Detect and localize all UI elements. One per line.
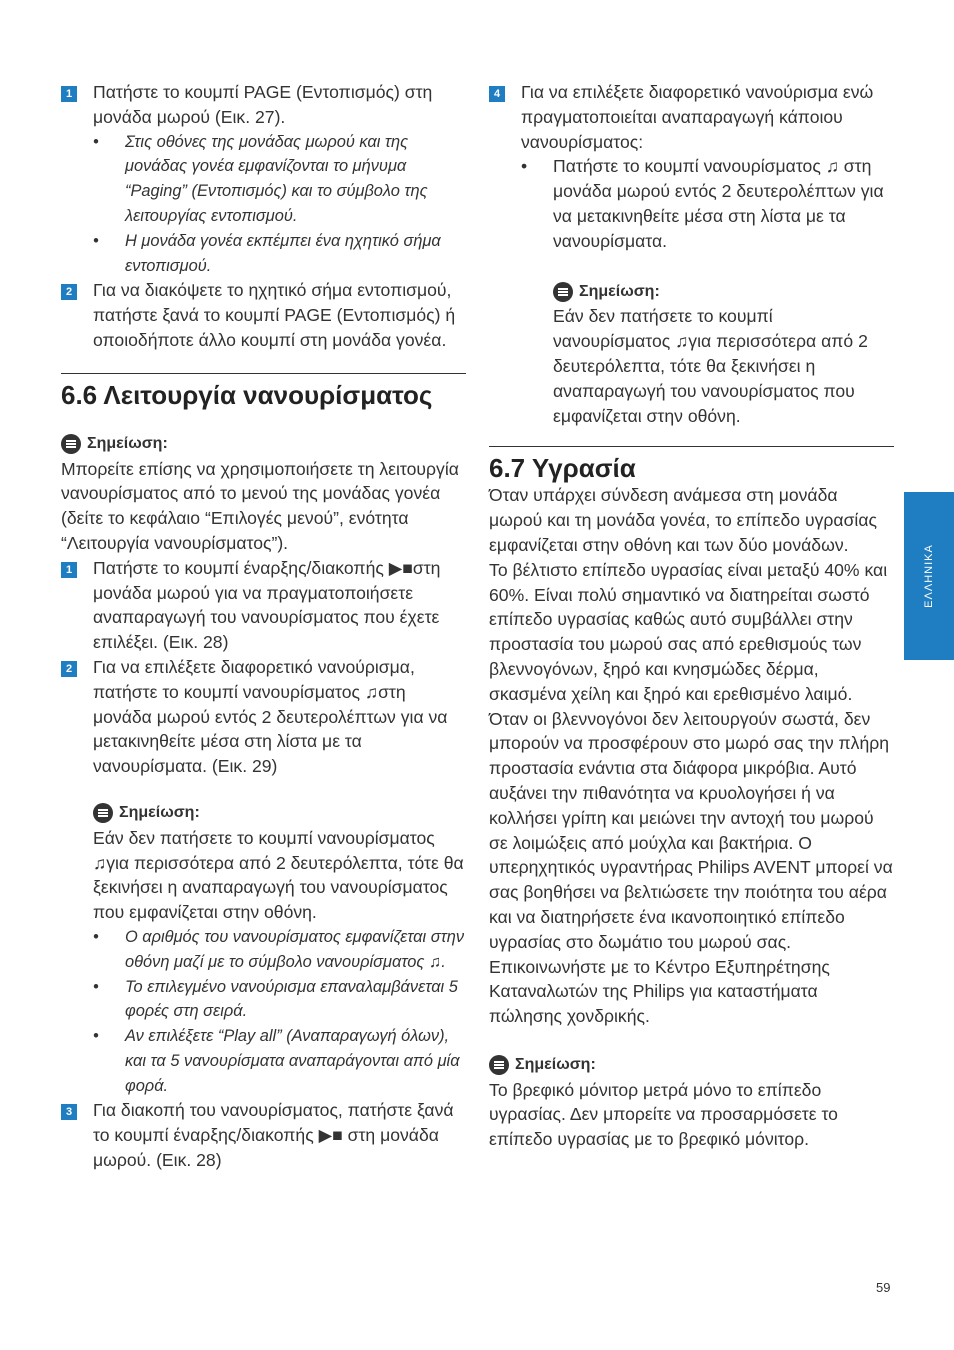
- note-icon: [553, 282, 573, 302]
- step-4-bullets: [489, 154, 894, 253]
- note-title-label: Σημείωση:: [87, 434, 168, 452]
- bullet-item: • Η μονάδα γονέα εκπέμπει ένα ηχητικό σήμα εντοπισμού.: [93, 229, 466, 279]
- step-text: Για να διακόψετε το ηχητικό σήμα εντοπισμού, πατήστε ξανά το κουμπί PAGE (Εντοπισμός) ή οποιοδήποτε άλλο κουμπί στη μονάδα γονέα.: [93, 280, 456, 350]
- note-bullets: [93, 925, 466, 1099]
- step-text: Πατήστε το κουμπί PAGE (Εντοπισμός) στη μονάδα μωρού (Εικ. 27).: [93, 82, 433, 127]
- bullet-item: • Πατήστε το κουμπί νανουρίσματος ♫ στη μονάδα μωρού εντός 2 δευτερολέπτων για να μετακινηθείτε μέσα στη λίστα με τα νανουρίσματα.: [521, 154, 894, 253]
- section-heading-humidity: 6.7 Υγρασία: [489, 446, 894, 483]
- note-block: [61, 801, 466, 1099]
- step-number: 2: [61, 284, 77, 300]
- note-title: [489, 1053, 894, 1078]
- step-4-change: [489, 80, 894, 154]
- step-text: Για διακοπή του νανουρίσματος, πατήστε ξανά το κουμπί έναρξης/διακοπής ▶■ στη μονάδα μωρού. (Εικ. 28): [93, 1100, 454, 1171]
- section-heading-lullaby: 6.6 Λειτουργία νανουρίσματος: [61, 373, 466, 410]
- step-2-select: [61, 655, 466, 779]
- step-number: 1: [61, 562, 77, 578]
- step-number: 4: [489, 86, 505, 102]
- bullet-item: • Στις οθόνες της μονάδας μωρού και της μονάδας γονέα εμφανίζονται το μήνυμα “Paging” (Εντοπισμός) και το σύμβολο της λειτουργίας εντοπισμού.: [93, 130, 466, 229]
- note-icon: [61, 434, 81, 454]
- language-side-tab: [904, 492, 954, 660]
- note-title: [93, 801, 466, 826]
- note-block: [489, 1053, 894, 1152]
- step-text: Πατήστε το κουμπί έναρξης/διακοπής ▶■στη μονάδα μωρού για να πραγματοποιήσετε αναπαραγωγή του νανουρίσματος που έχετε επιλέξει. (Εικ. 28): [93, 557, 441, 653]
- right-column: [489, 80, 894, 1152]
- note-title: [553, 280, 894, 305]
- note-icon: [489, 1055, 509, 1075]
- page-number: 59: [876, 1280, 891, 1295]
- step-text: Για να επιλέξετε διαφορετικό νανούρισμα ενώ πραγματοποιείται αναπαραγωγή κάποιου νανουρίσματος:: [521, 82, 874, 152]
- note-icon: [93, 803, 113, 823]
- note-title: [61, 432, 466, 457]
- note-body: Εάν δεν πατήσετε το κουμπί νανουρίσματος ♫για περισσότερα από 2 δευτερόλεπτα, τότε θα ξεκινήσει η αναπαραγωγή του νανουρίσματος που εμφανίζεται στην οθόνη.: [93, 827, 464, 923]
- note-title-label: Σημείωση:: [579, 282, 660, 300]
- step-number: 2: [61, 661, 77, 677]
- bullet-item: • Αν επιλέξετε “Play all” (Αναπαραγωγή όλων), και τα 5 νανουρίσματα αναπαράγονται από μία φορά.: [93, 1024, 466, 1098]
- paragraph: Όταν υπάρχει σύνδεση ανάμεσα στη μονάδα μωρού και τη μονάδα γονέα, το επίπεδο υγρασίας εμφανίζεται στην οθόνη και των δύο μονάδων.: [489, 485, 877, 555]
- step-number: 1: [61, 86, 77, 102]
- note-title-label: Σημείωση:: [119, 803, 200, 821]
- step-number: 3: [61, 1104, 77, 1120]
- note-body: Μπορείτε επίσης να χρησιμοποιήσετε τη λειτουργία νανουρίσματος από το μενού της μονάδας γονέα (δείτε το κεφάλαιο “Επιλογές μενού”, ενότητα “Λειτουργία νανουρίσματος”).: [61, 458, 459, 553]
- step-2-stop-paging: [61, 278, 466, 352]
- bullet-item: • Ο αριθμός του νανουρίσματος εμφανίζεται στην οθόνη μαζί με το σύμβολο νανουρίσματος ♫.: [93, 925, 466, 975]
- step-1-bullets: [61, 130, 466, 279]
- bullet-item: • Το επιλεγμένο νανούρισμα επαναλαμβάνεται 5 φορές στη σειρά.: [93, 975, 466, 1025]
- left-column: [61, 80, 466, 1173]
- step-1-play: [61, 556, 466, 655]
- step-text: Για να επιλέξετε διαφορετικό νανούρισμα, πατήστε το κουμπί νανουρίσματος ♫στη μονάδα μωρού εντός 2 δευτερολέπτων για να μετακινηθείτε μέσα στη λίστα με τα νανουρίσματα. (Εικ. 29): [93, 656, 448, 777]
- note-block: [489, 280, 894, 429]
- note-body: Το βρεφικό μόνιτορ μετρά μόνο το επίπεδο υγρασίας. Δεν μπορείτε να προσαρμόσετε το επίπεδο υγρασίας με το βρεφικό μόνιτορ.: [489, 1079, 838, 1150]
- step-3-stop: [61, 1098, 466, 1172]
- language-label: ΕΛΛΗΝΙΚΑ: [923, 544, 935, 608]
- note-body: Εάν δεν πατήσετε το κουμπί νανουρίσματος ♫για περισσότερα από 2 δευτερόλεπτα, τότε θα ξεκινήσει η αναπαραγωγή του νανουρίσματος που εμφανίζεται στην οθόνη.: [553, 306, 868, 426]
- step-1-page: [61, 80, 466, 130]
- note-title-label: Σημείωση:: [515, 1055, 596, 1073]
- paragraph: Το βέλτιστο επίπεδο υγρασίας είναι μεταξύ 40% και 60%. Είναι πολύ σημαντικό να διατηρείται σωστό επίπεδο υγρασίας καθώς αυτό συμβάλλει στην προστασία του μωρού σας από ερεθισμούς των βλεννογόνων, ξηρό και κνησμώδες δέρμα, σκασμένα χείλη και ξηρό και ερεθισμένο λαιμό. Όταν οι βλεννογόνοι δεν λειτουργούν σωστά, δεν μπορούν να προσφέρουν στο μωρό σας την πλήρη προστασία ενάντια στα διάφορα μικρόβια. Αυτό αυξάνει την πιθανότητα να κρυολογήσει ή να κολλήσει γρίπη και μειώνει την αντοχή του μωρού σε λοιμώξεις από μούχλα και βακτήρια. Ο υπερηχητικός υγραντήρας Philips AVENT μπορεί να σας βοηθήσει να βελτιώσετε την ποιότητα του αέρα και να διατηρήσετε ένα ικανοποιητικό επίπεδο υγρασίας στο δωμάτιο του μωρού σας. Επικοινωνήστε με το Κέντρο Εξυπηρέτησης Καταναλωτών της Philips για καταστήματα πώλησης χονδρικής.: [489, 559, 893, 1027]
